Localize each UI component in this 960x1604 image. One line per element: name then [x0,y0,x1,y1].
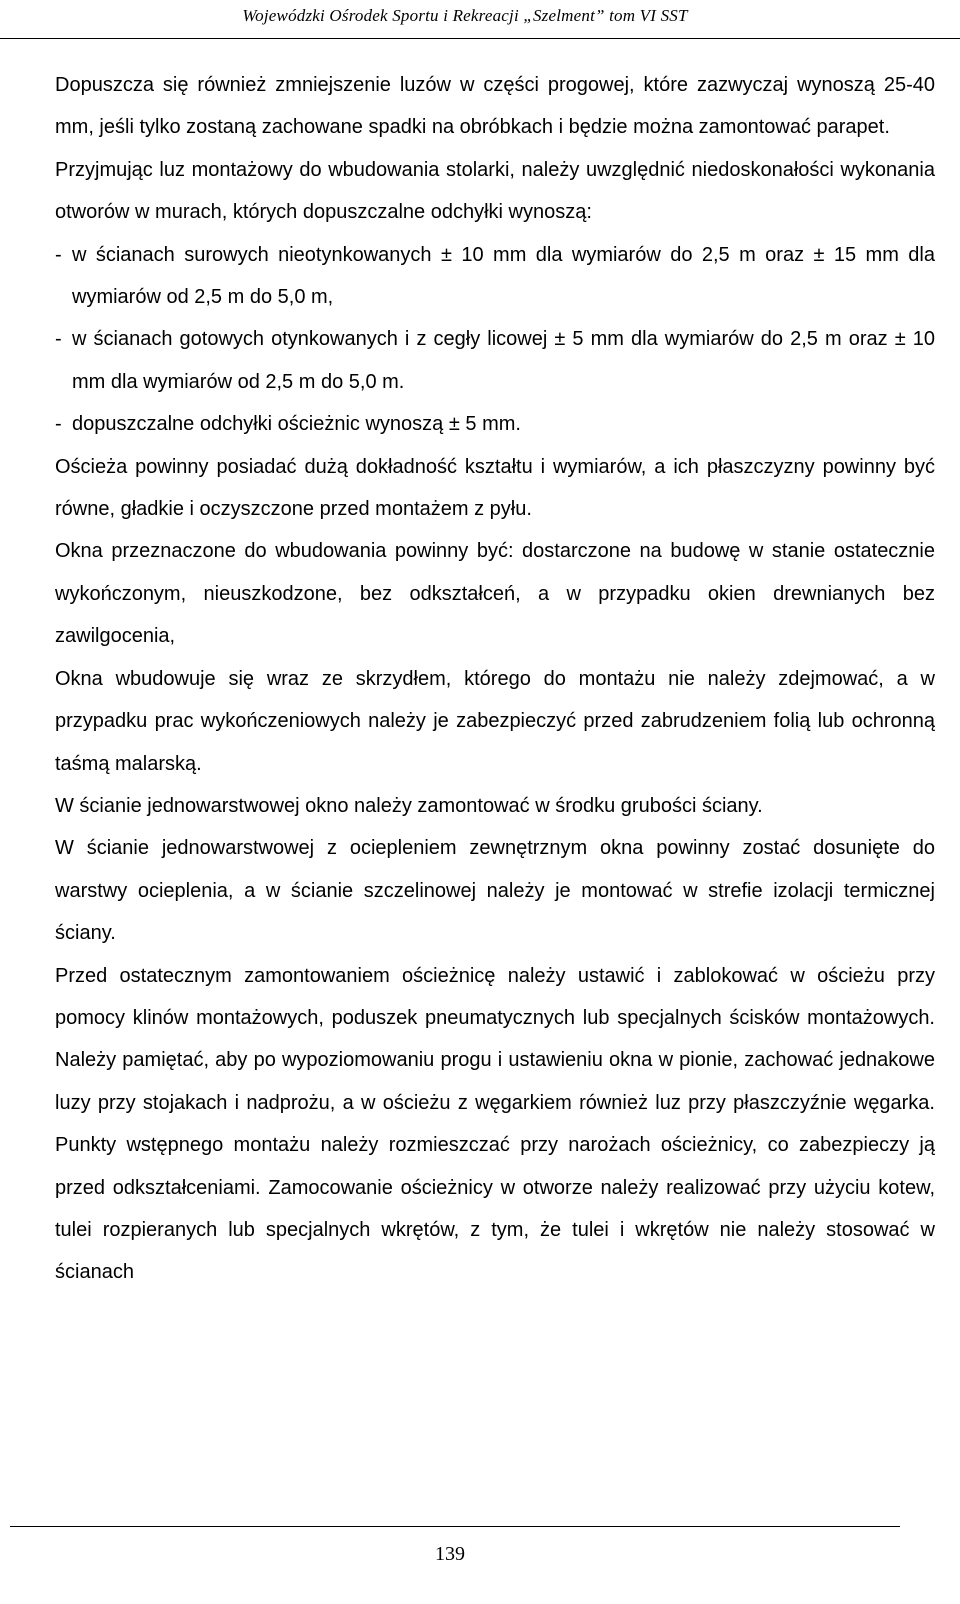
paragraph-insulated-wall: W ścianie jednowarstwowej z ociepleniem zewnętrznym okna powinny zostać dosunięte do warstwy ocieplenia, a w ścianie szczelinowej należy je montować w strefie izolacji termicznej ściany. [55,837,935,945]
paragraph-threshold-gaps: Dopuszcza się również zmniejszenie luzów w części progowej, które zazwyczaj wynoszą 25-40 mm, jeśli tylko zostaną zachowane spadki na obróbkach i będzie można zamontować parapet. [55,74,935,139]
list-item [55,318,935,403]
list-dash: - [55,413,62,436]
list-item-text: w ścianach surowych nieotynkowanych ± 10 mm dla wymiarów do 2,5 m oraz ± 15 mm dla wymiarów od 2,5 m do 5,0 m, [72,243,935,309]
paragraph-single-layer-wall: W ścianie jednowarstwowej okno należy zamontować w środku grubości ściany. [55,794,763,817]
paragraph-windows-sashes: Okna wbudowuje się wraz ze skrzydłem, którego do montażu nie należy zdejmować, a w przypadku prac wykończeniowych należy je zabezpieczyć przed zabrudzeniem folią lub ochronną taśmą malarską. [55,667,935,775]
body-text [55,64,935,1294]
paragraph-frame-fixing: Przed ostatecznym zamontowaniem ościeżnicę należy ustawić i zablokować w ościeżu przy pomocy klinów montażowych, poduszek pneumatycznych lub specjalnych ścisków montażowych. Należy pamiętać, aby po wypoziomowaniu progu i ustawieniu okna w pionie, zachować jednakowe luzy przy stojakach i nadprożu, a w ościeżu z węgarkiem również luz przy płaszczyźnie węgarka. Punkty wstępnego montażu należy rozmieszczać przy narożach ościeżnicy, co zabezpieczy ją przed odkształceniami. Zamocowanie ościeżnicy w otworze należy realizować przy użyciu kotew, tulei rozpieranych lub specjalnych wkrętów, z tym, że tulei i wkrętów nie należy stosować w ścianach [55,964,935,1284]
paragraph-mounting-gap: Przyjmując luz montażowy do wbudowania stolarki, należy uwzględnić niedoskonałości wykonania otworów w murach, których dopuszczalne odchyłki wynoszą: [55,158,935,224]
tolerance-list [55,234,935,446]
list-item-text: w ścianach gotowych otynkowanych i z cegły licowej ± 5 mm dla wymiarów do 2,5 m oraz ± 10 mm dla wymiarów od 2,5 m do 5,0 m. [72,328,935,393]
list-item-text: dopuszczalne odchyłki ościeżnic wynoszą ± 5 mm. [72,413,521,436]
header-rule [0,38,960,39]
running-header: Wojewódzki Ośrodek Sportu i Rekreacji „Szelment” tom VI SST [242,6,688,25]
paragraph-windows-delivery: Okna przeznaczone do wbudowania powinny być: dostarczone na budowę w stanie ostatecznie wykończonym, nieuszkodzone, bez odkształceń, a w przypadku okien drewnianych bez zawilgocenia, [55,540,935,648]
list-item [55,403,935,445]
list-item [55,234,935,319]
list-dash: - [55,328,62,351]
footer-rule [10,1526,900,1527]
list-dash: - [55,243,62,266]
page-number: 139 [435,1543,465,1565]
paragraph-reveals: Ościeża powinny posiadać dużą dokładność kształtu i wymiarów, a ich płaszczyzny powinny być równe, gładkie i oczyszczone przed montażem z pyłu. [55,455,935,521]
